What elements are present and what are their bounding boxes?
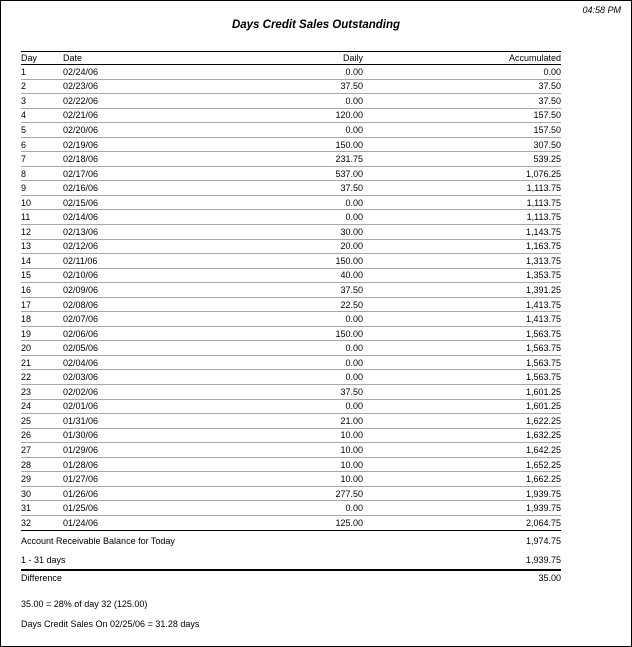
cell-daily: 0.00 bbox=[345, 357, 363, 368]
cell-day: 18 bbox=[21, 314, 32, 325]
cell-date: 02/03/06 bbox=[63, 372, 99, 383]
cell-day: 23 bbox=[21, 386, 32, 397]
cell-day: 10 bbox=[21, 197, 32, 208]
table-header bbox=[21, 52, 561, 65]
cell-daily: 40.00 bbox=[340, 270, 363, 281]
cell-accumulated: 1,313.75 bbox=[525, 255, 561, 266]
table-row bbox=[21, 312, 561, 327]
table-row bbox=[21, 108, 561, 123]
summary-value: 1,939.75 bbox=[525, 555, 561, 565]
cell-daily: 537.00 bbox=[335, 168, 363, 179]
cell-daily: 0.00 bbox=[345, 401, 363, 412]
cell-daily: 37.50 bbox=[340, 386, 363, 397]
cell-date: 02/01/06 bbox=[63, 401, 99, 412]
cell-date: 02/09/06 bbox=[63, 284, 99, 295]
table-row bbox=[21, 355, 561, 370]
cell-accumulated: 157.50 bbox=[533, 124, 561, 135]
cell-accumulated: 1,662.25 bbox=[525, 474, 561, 485]
cell-date: 01/24/06 bbox=[63, 517, 99, 528]
cell-daily: 37.50 bbox=[340, 81, 363, 92]
cell-daily: 150.00 bbox=[335, 139, 363, 150]
cell-accumulated: 1,163.75 bbox=[525, 241, 561, 252]
report-timestamp: 04:58 PM bbox=[582, 5, 621, 15]
cell-day: 7 bbox=[21, 154, 27, 165]
table-row bbox=[21, 385, 561, 400]
cell-date: 02/06/06 bbox=[63, 328, 99, 339]
cell-date: 02/22/06 bbox=[63, 95, 99, 106]
cell-date: 02/11/06 bbox=[63, 255, 98, 266]
cell-day: 25 bbox=[21, 415, 32, 426]
cell-date: 02/04/06 bbox=[63, 357, 99, 368]
cell-daily: 150.00 bbox=[335, 255, 363, 266]
cell-daily: 125.00 bbox=[335, 517, 363, 528]
table-header-row bbox=[21, 52, 561, 65]
cell-date: 01/30/06 bbox=[63, 430, 99, 441]
cell-day: 26 bbox=[21, 430, 32, 441]
summary-label: Difference bbox=[21, 573, 62, 583]
cell-date: 02/05/06 bbox=[63, 343, 99, 354]
cell-accumulated: 1,076.25 bbox=[525, 168, 561, 179]
cell-accumulated: 1,652.25 bbox=[525, 459, 561, 470]
table-row bbox=[21, 225, 561, 240]
cell-daily: 21.00 bbox=[340, 415, 363, 426]
table-row bbox=[21, 399, 561, 414]
summary-row-receivable-balance bbox=[21, 531, 561, 552]
cell-daily: 0.00 bbox=[345, 343, 363, 354]
cell-accumulated: 1,642.25 bbox=[525, 444, 561, 455]
cell-accumulated: 1,622.25 bbox=[525, 415, 561, 426]
cell-daily: 30.00 bbox=[340, 226, 363, 237]
cell-day: 17 bbox=[21, 299, 32, 310]
cell-accumulated: 1,601.25 bbox=[525, 386, 561, 397]
header-daily: Daily bbox=[223, 52, 363, 65]
summary-section bbox=[21, 531, 561, 586]
cell-accumulated: 1,143.75 bbox=[525, 226, 561, 237]
cell-daily: 0.00 bbox=[345, 372, 363, 383]
cell-day: 28 bbox=[21, 459, 32, 470]
header-date: Date bbox=[63, 52, 223, 65]
table-row bbox=[21, 152, 561, 167]
cell-accumulated: 2,064.75 bbox=[525, 517, 561, 528]
cell-date: 01/25/06 bbox=[63, 503, 99, 514]
cell-day: 31 bbox=[21, 503, 32, 514]
cell-day: 4 bbox=[21, 110, 27, 121]
cell-accumulated: 1,391.25 bbox=[525, 284, 561, 295]
table-row bbox=[21, 123, 561, 138]
cell-day: 11 bbox=[21, 212, 31, 223]
cell-daily: 22.50 bbox=[340, 299, 363, 310]
cell-date: 02/24/06 bbox=[63, 66, 99, 77]
cell-daily: 0.00 bbox=[345, 314, 363, 325]
cell-day: 32 bbox=[21, 517, 32, 528]
cell-day: 9 bbox=[21, 183, 27, 194]
table-row bbox=[21, 297, 561, 312]
cell-accumulated: 0.00 bbox=[543, 66, 561, 77]
cell-accumulated: 1,413.75 bbox=[525, 299, 561, 310]
cell-date: 02/20/06 bbox=[63, 124, 99, 135]
cell-day: 24 bbox=[21, 401, 32, 412]
cell-daily: 0.00 bbox=[345, 197, 363, 208]
table-row bbox=[21, 210, 561, 225]
cell-daily: 37.50 bbox=[340, 183, 363, 194]
summary-value: 1,974.75 bbox=[525, 536, 561, 546]
table-row bbox=[21, 515, 561, 530]
cell-accumulated: 1,632.25 bbox=[525, 430, 561, 441]
table-row bbox=[21, 268, 561, 283]
cell-day: 5 bbox=[21, 124, 27, 135]
table-row bbox=[21, 283, 561, 298]
cell-daily: 150.00 bbox=[335, 328, 363, 339]
cell-day: 6 bbox=[21, 139, 27, 150]
cell-accumulated: 1,113.75 bbox=[526, 197, 561, 208]
table-row bbox=[21, 457, 561, 472]
footnotes-section bbox=[21, 594, 631, 634]
cell-daily: 231.75 bbox=[335, 154, 363, 165]
cell-day: 22 bbox=[21, 372, 32, 383]
cell-date: 02/08/06 bbox=[63, 299, 99, 310]
cell-accumulated: 37.50 bbox=[538, 95, 561, 106]
cell-accumulated: 1,113.75 bbox=[526, 183, 561, 194]
cell-date: 02/07/06 bbox=[63, 314, 99, 325]
report-title: Days Credit Sales Outstanding bbox=[231, 19, 401, 31]
cell-day: 3 bbox=[21, 95, 27, 106]
cell-accumulated: 1,413.75 bbox=[525, 314, 561, 325]
cell-accumulated: 539.25 bbox=[533, 154, 561, 165]
table-row bbox=[21, 414, 561, 429]
cell-date: 02/02/06 bbox=[63, 386, 99, 397]
table-body bbox=[21, 65, 561, 531]
table-row bbox=[21, 486, 561, 501]
cell-accumulated: 1,563.75 bbox=[525, 343, 561, 354]
table-row bbox=[21, 370, 561, 385]
table-row bbox=[21, 181, 561, 196]
cell-accumulated: 1,601.25 bbox=[525, 401, 561, 412]
cell-date: 02/19/06 bbox=[63, 139, 99, 150]
cell-accumulated: 1,939.75 bbox=[525, 488, 561, 499]
table-row bbox=[21, 428, 561, 443]
cell-day: 16 bbox=[21, 284, 32, 295]
cell-accumulated: 307.50 bbox=[533, 139, 561, 150]
cell-day: 12 bbox=[21, 226, 32, 237]
cell-accumulated: 1,113.75 bbox=[526, 212, 561, 223]
table-row bbox=[21, 443, 561, 458]
cell-date: 02/15/06 bbox=[63, 197, 99, 208]
cell-daily: 0.00 bbox=[345, 124, 363, 135]
table-row bbox=[21, 254, 561, 269]
table-row bbox=[21, 79, 561, 94]
cell-date: 01/26/06 bbox=[63, 488, 99, 499]
header-day: Day bbox=[21, 52, 63, 65]
cell-day: 14 bbox=[21, 255, 32, 266]
table-row bbox=[21, 166, 561, 181]
cell-accumulated: 1,563.75 bbox=[525, 357, 561, 368]
cell-day: 27 bbox=[21, 444, 32, 455]
cell-daily: 120.00 bbox=[335, 110, 363, 121]
cell-date: 01/29/06 bbox=[63, 444, 99, 455]
cell-day: 29 bbox=[21, 474, 32, 485]
cell-daily: 0.00 bbox=[345, 66, 363, 77]
cell-day: 8 bbox=[21, 168, 27, 179]
cell-accumulated: 37.50 bbox=[538, 81, 561, 92]
cell-date: 02/16/06 bbox=[63, 183, 99, 194]
table-row bbox=[21, 501, 561, 516]
cell-daily: 20.00 bbox=[340, 241, 363, 252]
summary-value: 35.00 bbox=[538, 573, 561, 583]
summary-row-difference bbox=[21, 571, 561, 586]
cell-accumulated: 1,353.75 bbox=[525, 270, 561, 281]
cell-date: 02/17/06 bbox=[63, 168, 99, 179]
cell-date: 02/12/06 bbox=[63, 241, 99, 252]
summary-row-1-31-days bbox=[21, 552, 561, 571]
cell-date: 01/28/06 bbox=[63, 459, 99, 470]
cell-date: 02/14/06 bbox=[63, 212, 99, 223]
cell-day: 19 bbox=[21, 328, 32, 339]
cell-daily: 10.00 bbox=[340, 444, 363, 455]
cell-accumulated: 1,563.75 bbox=[525, 328, 561, 339]
cell-daily: 37.50 bbox=[340, 284, 363, 295]
table-row bbox=[21, 94, 561, 109]
cell-daily: 0.00 bbox=[345, 503, 363, 514]
cell-day: 1 bbox=[21, 66, 27, 77]
cell-date: 02/18/06 bbox=[63, 154, 99, 165]
cell-date: 01/27/06 bbox=[63, 474, 99, 485]
report-table bbox=[21, 51, 561, 531]
cell-daily: 10.00 bbox=[340, 474, 363, 485]
table-row bbox=[21, 195, 561, 210]
header-accumulated: Accumulated bbox=[363, 52, 561, 65]
cell-day: 30 bbox=[21, 488, 32, 499]
table-row bbox=[21, 472, 561, 487]
cell-daily: 277.50 bbox=[335, 488, 363, 499]
cell-day: 20 bbox=[21, 343, 32, 354]
table-row bbox=[21, 137, 561, 152]
cell-day: 21 bbox=[21, 357, 32, 368]
cell-daily: 0.00 bbox=[345, 212, 363, 223]
cell-accumulated: 1,563.75 bbox=[525, 372, 561, 383]
footnote-calculation: 35.00 = 28% of day 32 (125.00) bbox=[21, 598, 148, 609]
cell-day: 2 bbox=[21, 81, 27, 92]
cell-daily: 0.00 bbox=[345, 95, 363, 106]
cell-daily: 10.00 bbox=[340, 459, 363, 470]
summary-label: Account Receivable Balance for Today bbox=[21, 536, 175, 546]
summary-label: 1 - 31 days bbox=[21, 555, 66, 565]
footnote-result: Days Credit Sales On 02/25/06 = 31.28 days bbox=[21, 618, 200, 629]
table-row bbox=[21, 341, 561, 356]
table-row bbox=[21, 326, 561, 341]
cell-daily: 10.00 bbox=[340, 430, 363, 441]
cell-day: 13 bbox=[21, 241, 32, 252]
cell-date: 02/21/06 bbox=[63, 110, 99, 121]
cell-accumulated: 1,939.75 bbox=[525, 503, 561, 514]
cell-date: 01/31/06 bbox=[63, 415, 99, 426]
cell-date: 02/13/06 bbox=[63, 226, 99, 237]
cell-date: 02/10/06 bbox=[63, 270, 99, 281]
cell-accumulated: 157.50 bbox=[533, 110, 561, 121]
cell-date: 02/23/06 bbox=[63, 81, 99, 92]
table-row bbox=[21, 65, 561, 80]
table-row bbox=[21, 239, 561, 254]
cell-day: 15 bbox=[21, 270, 32, 281]
